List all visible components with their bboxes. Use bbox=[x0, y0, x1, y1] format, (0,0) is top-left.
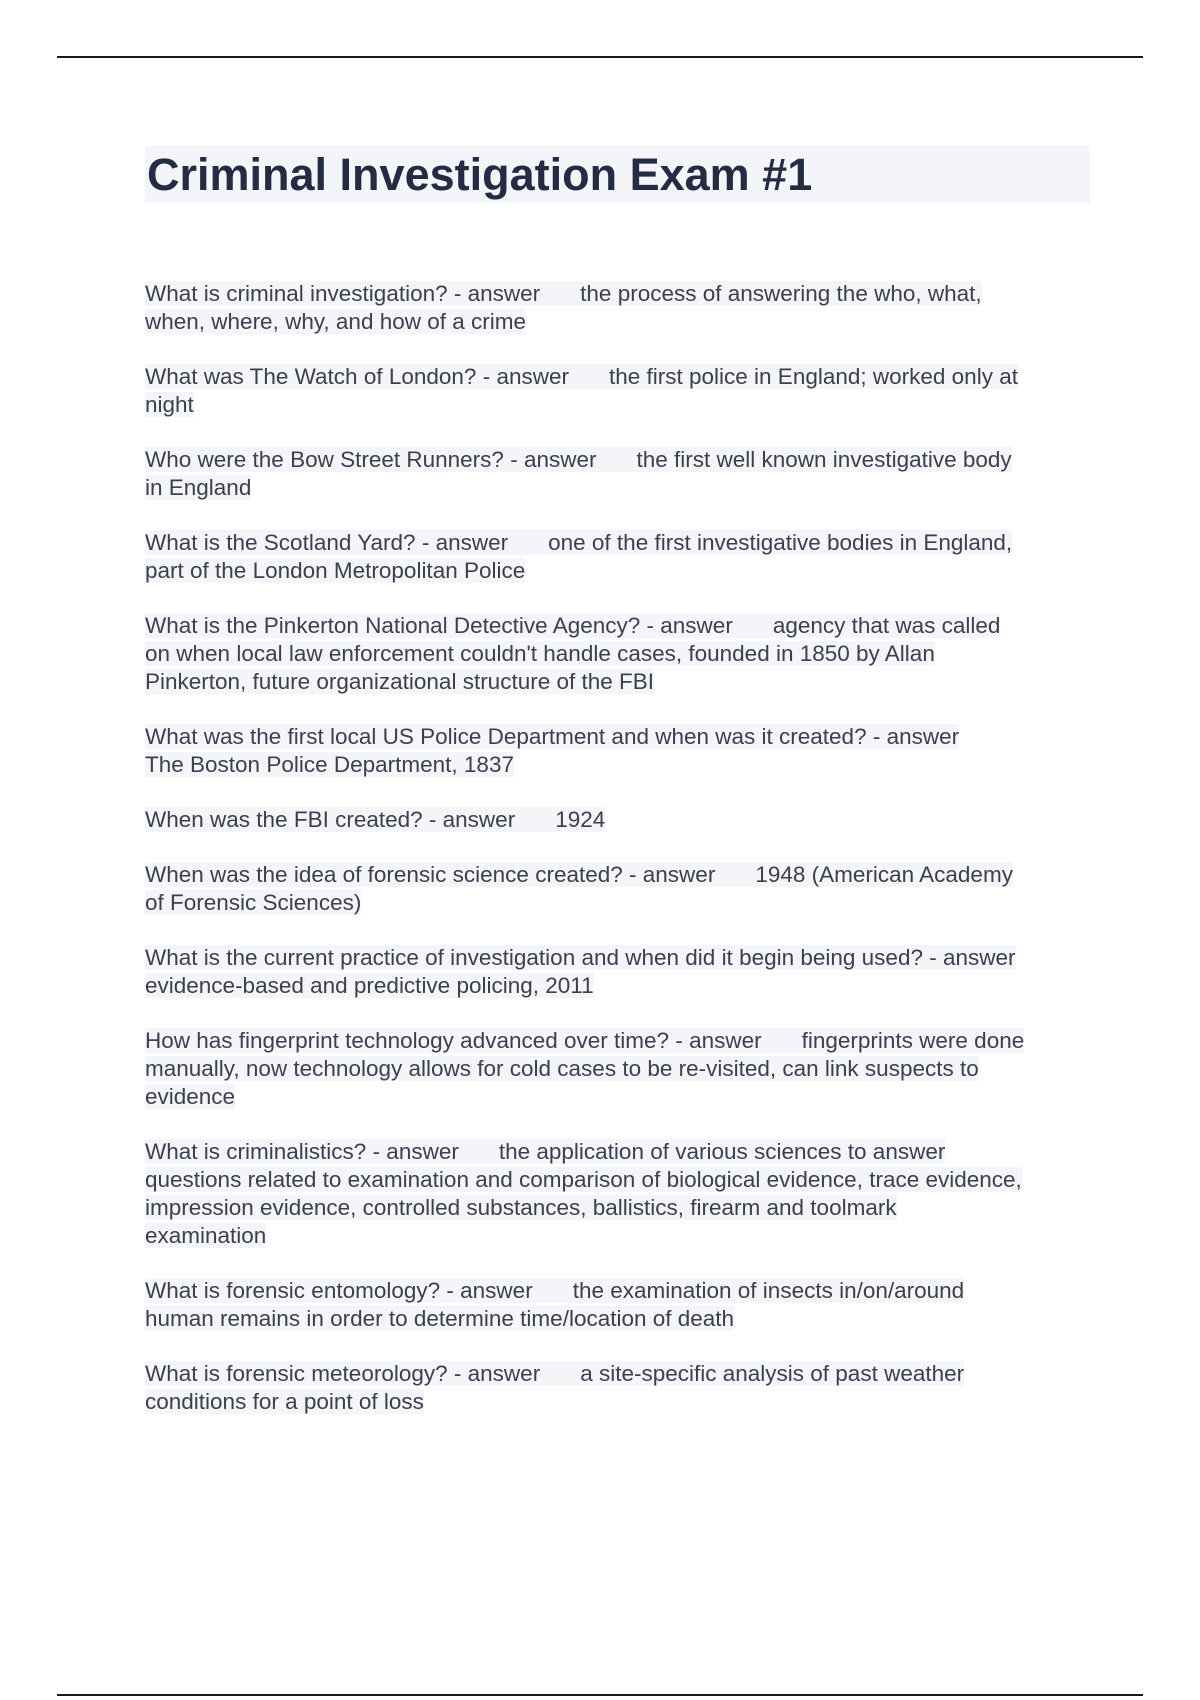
question-text: What is criminalistics? bbox=[145, 1139, 367, 1164]
qa-first-line bbox=[145, 806, 1090, 834]
qa-first-line bbox=[145, 1027, 1090, 1055]
question-text: What was The Watch of London? bbox=[145, 364, 477, 389]
qa-item bbox=[145, 806, 1090, 834]
answer-separator: - answer bbox=[428, 807, 516, 832]
answer-line bbox=[145, 308, 1090, 336]
answer-text: 1924 bbox=[555, 807, 606, 832]
qa-item bbox=[145, 446, 1090, 502]
qa-item bbox=[145, 944, 1090, 1000]
answer-text: agency that was called bbox=[772, 613, 1001, 638]
answer-separator: - answer bbox=[453, 281, 541, 306]
qa-first-line bbox=[145, 1138, 1090, 1166]
answer-text: Pinkerton, future organizational structure of the FBI bbox=[145, 669, 655, 694]
answer-line bbox=[145, 1305, 1090, 1333]
top-rule bbox=[57, 56, 1143, 58]
qa-first-line bbox=[145, 363, 1090, 391]
answer-separator: - answer bbox=[675, 1028, 762, 1053]
page-title: Criminal Investigation Exam #1 bbox=[145, 146, 1090, 203]
answer-separator: - answer bbox=[446, 1278, 533, 1303]
answer-line bbox=[145, 1194, 1090, 1222]
question-text: What is criminal investigation? bbox=[145, 281, 448, 306]
bottom-rule bbox=[57, 1694, 1143, 1696]
answer-text: conditions for a point of loss bbox=[145, 1389, 424, 1414]
qa-first-line bbox=[145, 446, 1090, 474]
qa-first-line bbox=[145, 1277, 1090, 1305]
answer-line bbox=[145, 1222, 1090, 1250]
answer-text: a site-specific analysis of past weather bbox=[580, 1361, 965, 1386]
qa-list bbox=[145, 280, 1090, 1416]
answer-text: fingerprints were done bbox=[801, 1028, 1025, 1053]
answer-text: the application of various sciences to answer bbox=[498, 1139, 946, 1164]
answer-line bbox=[145, 668, 1090, 696]
answer-text: human remains in order to determine time/location of death bbox=[145, 1306, 735, 1331]
answer-text: questions related to examination and comparison of biological evidence, trace evidence, bbox=[145, 1167, 1022, 1192]
qa-item bbox=[145, 280, 1090, 336]
qa-first-line bbox=[145, 944, 1090, 972]
answer-text: impression evidence, controlled substances, ballistics, firearm and toolmark bbox=[145, 1195, 897, 1220]
question-text: What is the current practice of investigation and when did it begin being used? bbox=[145, 945, 923, 970]
answer-line bbox=[145, 972, 1090, 1000]
answer-separator: - answer bbox=[929, 945, 1016, 970]
answer-text: manually, now technology allows for cold cases to be re-visited, can link suspects to bbox=[145, 1056, 979, 1081]
qa-item bbox=[145, 529, 1090, 585]
qa-item bbox=[145, 612, 1090, 696]
answer-text: on when local law enforcement couldn't handle cases, founded in 1850 by Allan bbox=[145, 641, 935, 666]
qa-first-line bbox=[145, 280, 1090, 308]
answer-text: the first well known investigative body bbox=[636, 447, 1012, 472]
answer-separator: - answer bbox=[482, 364, 569, 389]
qa-first-line bbox=[145, 612, 1090, 640]
answer-line bbox=[145, 1055, 1090, 1083]
document-body bbox=[145, 146, 1090, 1443]
question-text: What is the Pinkerton National Detective Agency? bbox=[145, 613, 641, 638]
answer-text: in England bbox=[145, 475, 252, 500]
qa-first-line bbox=[145, 861, 1090, 889]
answer-text: part of the London Metropolitan Police bbox=[145, 558, 526, 583]
answer-text: evidence bbox=[145, 1084, 236, 1109]
answer-separator: - answer bbox=[372, 1139, 459, 1164]
answer-text: The Boston Police Department, 1837 bbox=[145, 752, 514, 777]
question-text: What is forensic meteorology? bbox=[145, 1361, 448, 1386]
question-text: What was the first local US Police Department and when was it created? bbox=[145, 724, 867, 749]
answer-line bbox=[145, 640, 1090, 668]
qa-first-line bbox=[145, 529, 1090, 557]
answer-text: of Forensic Sciences) bbox=[145, 890, 362, 915]
answer-text: evidence-based and predictive policing, 2011 bbox=[145, 973, 594, 998]
question-text: How has fingerprint technology advanced over time? bbox=[145, 1028, 670, 1053]
answer-text: the examination of insects in/on/around bbox=[572, 1278, 965, 1303]
answer-separator: - answer bbox=[646, 613, 733, 638]
answer-text: examination bbox=[145, 1223, 267, 1248]
qa-first-line bbox=[145, 1360, 1090, 1388]
qa-item bbox=[145, 1138, 1090, 1250]
answer-text: the first police in England; worked only at bbox=[608, 364, 1018, 389]
answer-text: one of the first investigative bodies in England, bbox=[548, 530, 1013, 555]
question-text: When was the FBI created? bbox=[145, 807, 423, 832]
answer-line bbox=[145, 1166, 1090, 1194]
answer-line bbox=[145, 474, 1090, 502]
qa-item bbox=[145, 723, 1090, 779]
answer-separator: - answer bbox=[421, 530, 509, 555]
qa-item bbox=[145, 1360, 1090, 1416]
answer-line bbox=[145, 391, 1090, 419]
answer-text: 1948 (American Academy bbox=[755, 862, 1013, 887]
qa-item bbox=[145, 1027, 1090, 1111]
qa-item bbox=[145, 1277, 1090, 1333]
qa-item bbox=[145, 861, 1090, 917]
answer-line bbox=[145, 1388, 1090, 1416]
answer-text: the process of answering the who, what, bbox=[580, 281, 982, 306]
question-text: What is forensic entomology? bbox=[145, 1278, 441, 1303]
answer-separator: - answer bbox=[872, 724, 960, 749]
question-text: When was the idea of forensic science created? bbox=[145, 862, 623, 887]
answer-separator: - answer bbox=[510, 447, 597, 472]
answer-separator: - answer bbox=[629, 862, 716, 887]
question-text: Who were the Bow Street Runners? bbox=[145, 447, 504, 472]
answer-line bbox=[145, 557, 1090, 585]
answer-text: when, where, why, and how of a crime bbox=[145, 309, 527, 334]
answer-separator: - answer bbox=[453, 1361, 541, 1386]
answer-line bbox=[145, 889, 1090, 917]
answer-line bbox=[145, 751, 1090, 779]
question-text: What is the Scotland Yard? bbox=[145, 530, 416, 555]
qa-first-line bbox=[145, 723, 1090, 751]
qa-item bbox=[145, 363, 1090, 419]
answer-line bbox=[145, 1083, 1090, 1111]
answer-text: night bbox=[145, 392, 194, 417]
